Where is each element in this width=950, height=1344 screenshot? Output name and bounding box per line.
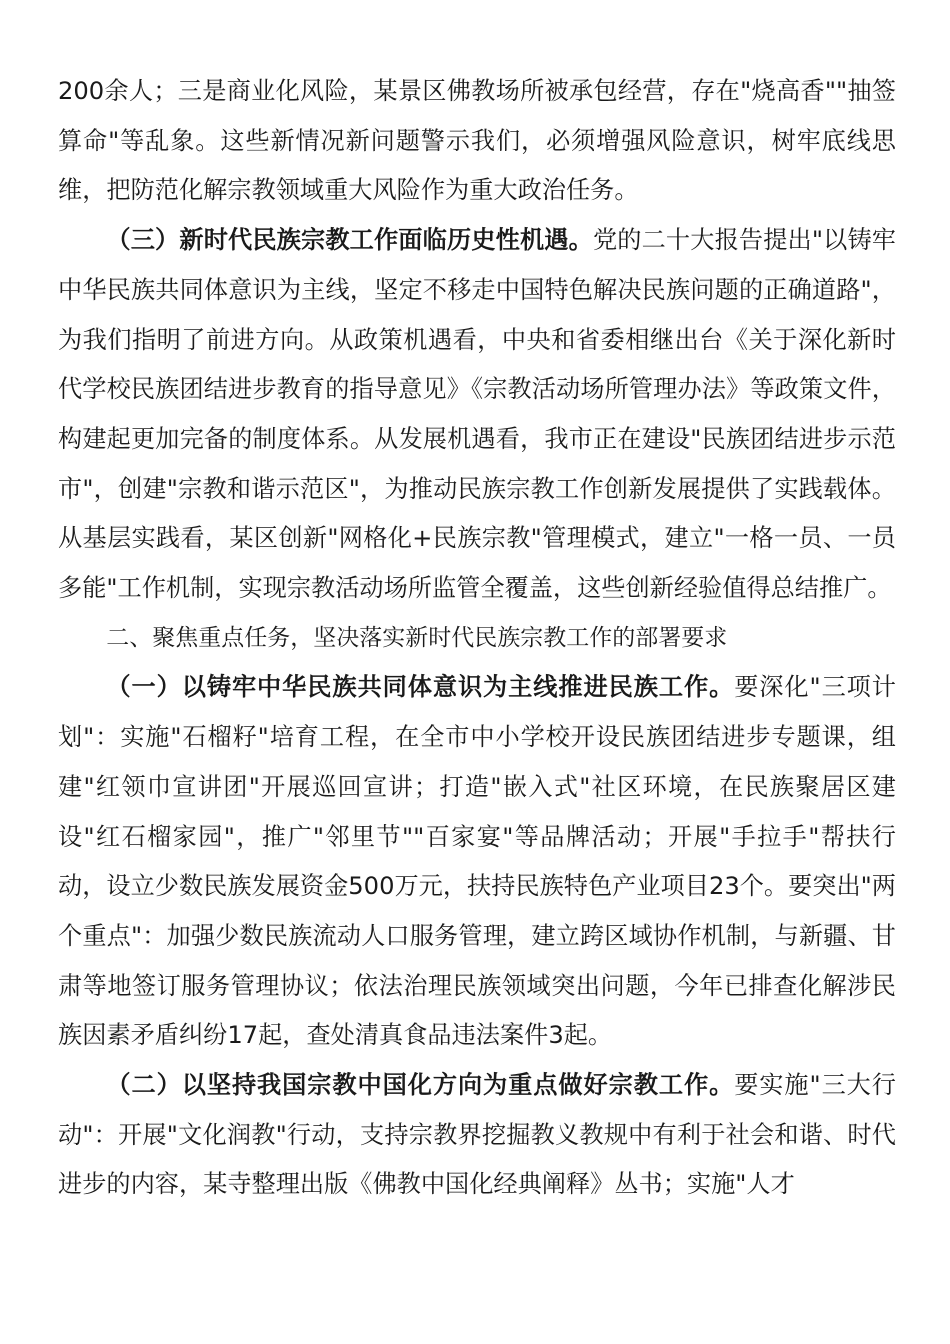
paragraph-risks-continued bbox=[58, 67, 896, 216]
paragraph-text: 党的二十大报告提出"以铸牢中华民族共同体意识为主线，坚定不移走中国特色解决民族问题的正确道路"，为我们指明了前进方向。从政策机遇看，中央和省委相继出台《关于深化新时代学校民族团结进步教育的指导意见》《宗教活动场所管理办法》等政策文件，构建起更加完备的制度体系。从发展机遇看，我市正在建设"民族团结进步示范市"，创建"宗教和谐示范区"，为推动民族宗教工作创新发展提供了实践载体。从基层实践看，某区创新"网格化+民族宗教"管理模式，建立"一格一员、一员多能"工作机制，实现宗教活动场所监管全覆盖，这些创新经验值得总结推广。 bbox=[58, 226, 896, 603]
paragraph-text: 200余人；三是商业化风险，某景区佛教场所被承包经营，存在"烧高香""抽签算命"等乱象。这些新情况新问题警示我们，必须增强风险意识，树牢底线思维，把防范化解宗教领域重大风险作为重大政治任务。 bbox=[58, 77, 896, 205]
paragraph-religious-work bbox=[58, 1061, 896, 1210]
paragraph-lead-heading: （三）新时代民族宗教工作面临历史性机遇。 bbox=[106, 226, 593, 255]
paragraph-text: 要实施"三大行动"：开展"文化润教"行动，支持宗教界挖掘教义教规中有利于社会和谐、时代进步的内容，某寺整理出版《佛教中国化经典阐释》丛书；实施"人才 bbox=[58, 1071, 896, 1199]
paragraph-lead-heading: （一）以铸牢中华民族共同体意识为主线推进民族工作。 bbox=[106, 673, 735, 702]
section-heading: 二、聚焦重点任务，坚决落实新时代民族宗教工作的部署要求 bbox=[106, 624, 728, 651]
paragraph-ethnic-work bbox=[58, 663, 896, 1061]
paragraph-lead-heading: （二）以坚持我国宗教中国化方向为重点做好宗教工作。 bbox=[106, 1071, 735, 1100]
paragraph-text: 要深化"三项计划"：实施"石榴籽"培育工程，在全市中小学校开设民族团结进步专题课，组建"红领巾宣讲团"开展巡回宣讲；打造"嵌入式"社区环境，在民族聚居区建设"红石榴家园"，推广"邻里节""百家宴"等品牌活动；开展"手拉手"帮扶行动，设立少数民族发展资金500万元，扶持民族特色产业项目23个。要突出"两个重点"：加强少数民族流动人口服务管理，建立跨区域协作机制，与新疆、甘肃等地签订服务管理协议；依法治理民族领域突出问题，今年已排查化解涉民族因素矛盾纠纷17起，查处清真食品违法案件3起。 bbox=[58, 673, 896, 1050]
document-body bbox=[58, 67, 896, 1210]
paragraph-opportunities bbox=[58, 216, 896, 614]
